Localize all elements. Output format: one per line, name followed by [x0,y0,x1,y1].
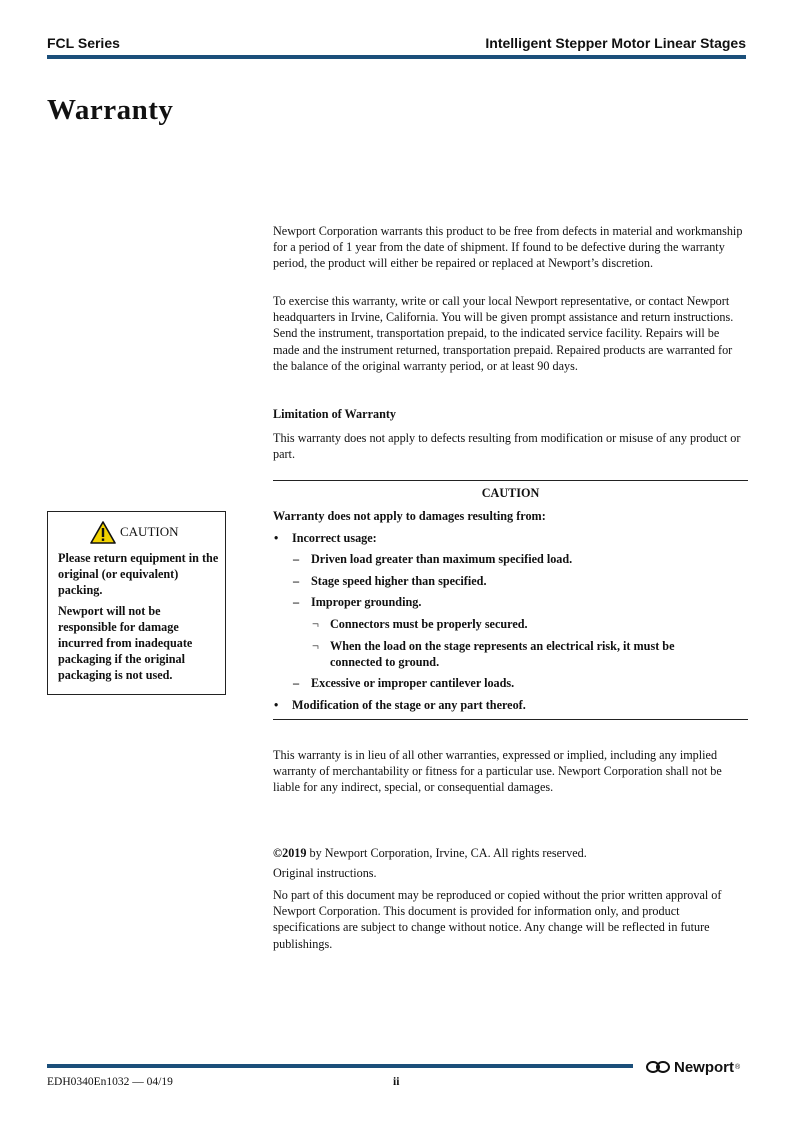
caution-block-intro: Warranty does not apply to damages resulting from: [273,509,546,523]
dash-marker: – [293,552,300,566]
warranty-paragraph-2: To exercise this warranty, write or call your local Newport representative, or contact Newport headquarters in Irvine, California. You will be given prompt assistance and return instructions. Send the instrument, transportation prepaid, to the indicated service facility. Repairs will be made and the instrument returned, transportation prepaid. Repaired products are warranted for the balance of the original warranty period, or at least 90 days. [273,294,734,373]
sub-marker: ¬ [312,639,319,653]
header-series: FCL Series [47,35,120,51]
warranty-disclaimer: This warranty is in lieu of all other warranties, expressed or implied, including any implied warranty of merchantability or fitness for a particular use. Newport Corporation shall not be liable for any indirect, special, or consequential damages. [273,748,722,795]
dash-marker: – [293,574,300,588]
list-item: Excessive or improper cantilever loads. [311,676,515,690]
copyright-line [273,845,748,861]
copyright-notice: No part of this document may be reproduced or copied without the prior written approval of Newport Corporation. This document is provided for information only, and product specifications are subject to change without notice. Any change will be reflected in future publishings. [273,888,722,951]
modification-item: Modification of the stage or any part thereof. [292,698,526,712]
original-instructions: Original instructions. [273,866,377,880]
page-number: ii [393,1076,400,1088]
limitation-heading: Limitation of Warranty [273,407,396,421]
logo-registered-mark: ® [735,1063,741,1071]
newport-logo [645,1057,740,1077]
list-item: Improper grounding. [311,595,422,609]
copyright-year: ©2019 [273,846,307,860]
document-code: EDH0340En1032 — 04/19 [47,1076,173,1088]
header-product: Intelligent Stepper Motor Linear Stages [485,35,746,51]
page-title: Warranty [47,94,174,126]
sub-list-item-continued: connected to ground. [330,655,440,669]
list-item: Stage speed higher than specified. [311,574,487,588]
copyright-owner: by Newport Corporation, Irvine, CA. All rights reserved. [306,846,587,860]
limitation-text: This warranty does not apply to defects resulting from modification or misuse of any product or part. [273,431,741,462]
newport-logo-icon [645,1060,671,1074]
footer-rule [47,1064,633,1068]
sub-list-item: When the load on the stage represents an electrical risk, it must be [330,639,675,653]
incorrect-usage-label: Incorrect usage: [292,531,377,545]
bullet-marker: • [274,698,279,712]
dash-marker: – [293,676,300,690]
logo-text: Newport [674,1058,734,1076]
caution-block-title: CAUTION [481,486,540,500]
side-caution-text-1: Please return equipment in the original (or equivalent) packing. [58,551,219,597]
sub-marker: ¬ [312,617,319,631]
warning-triangle-icon [90,521,116,544]
bullet-marker: • [274,531,279,545]
header-rule [47,55,746,59]
sub-list-item: Connectors must be properly secured. [330,617,528,631]
side-caution-header [90,520,179,544]
side-caution-box [47,511,226,695]
side-caution-text-2: Newport will not be responsible for damage incurred from inadequate packaging if the original packaging is not used. [58,604,193,682]
list-item: Driven load greater than maximum specified load. [311,552,573,566]
side-caution-title: CAUTION [120,524,179,539]
dash-marker: – [293,595,300,609]
caution-block [273,480,748,720]
warranty-paragraph-1: Newport Corporation warrants this product to be free from defects in material and workmanship for a period of 1 year from the date of shipment. If found to be defective during the warranty period, the product will either be repaired or replaced at Newport’s discretion. [273,224,743,271]
